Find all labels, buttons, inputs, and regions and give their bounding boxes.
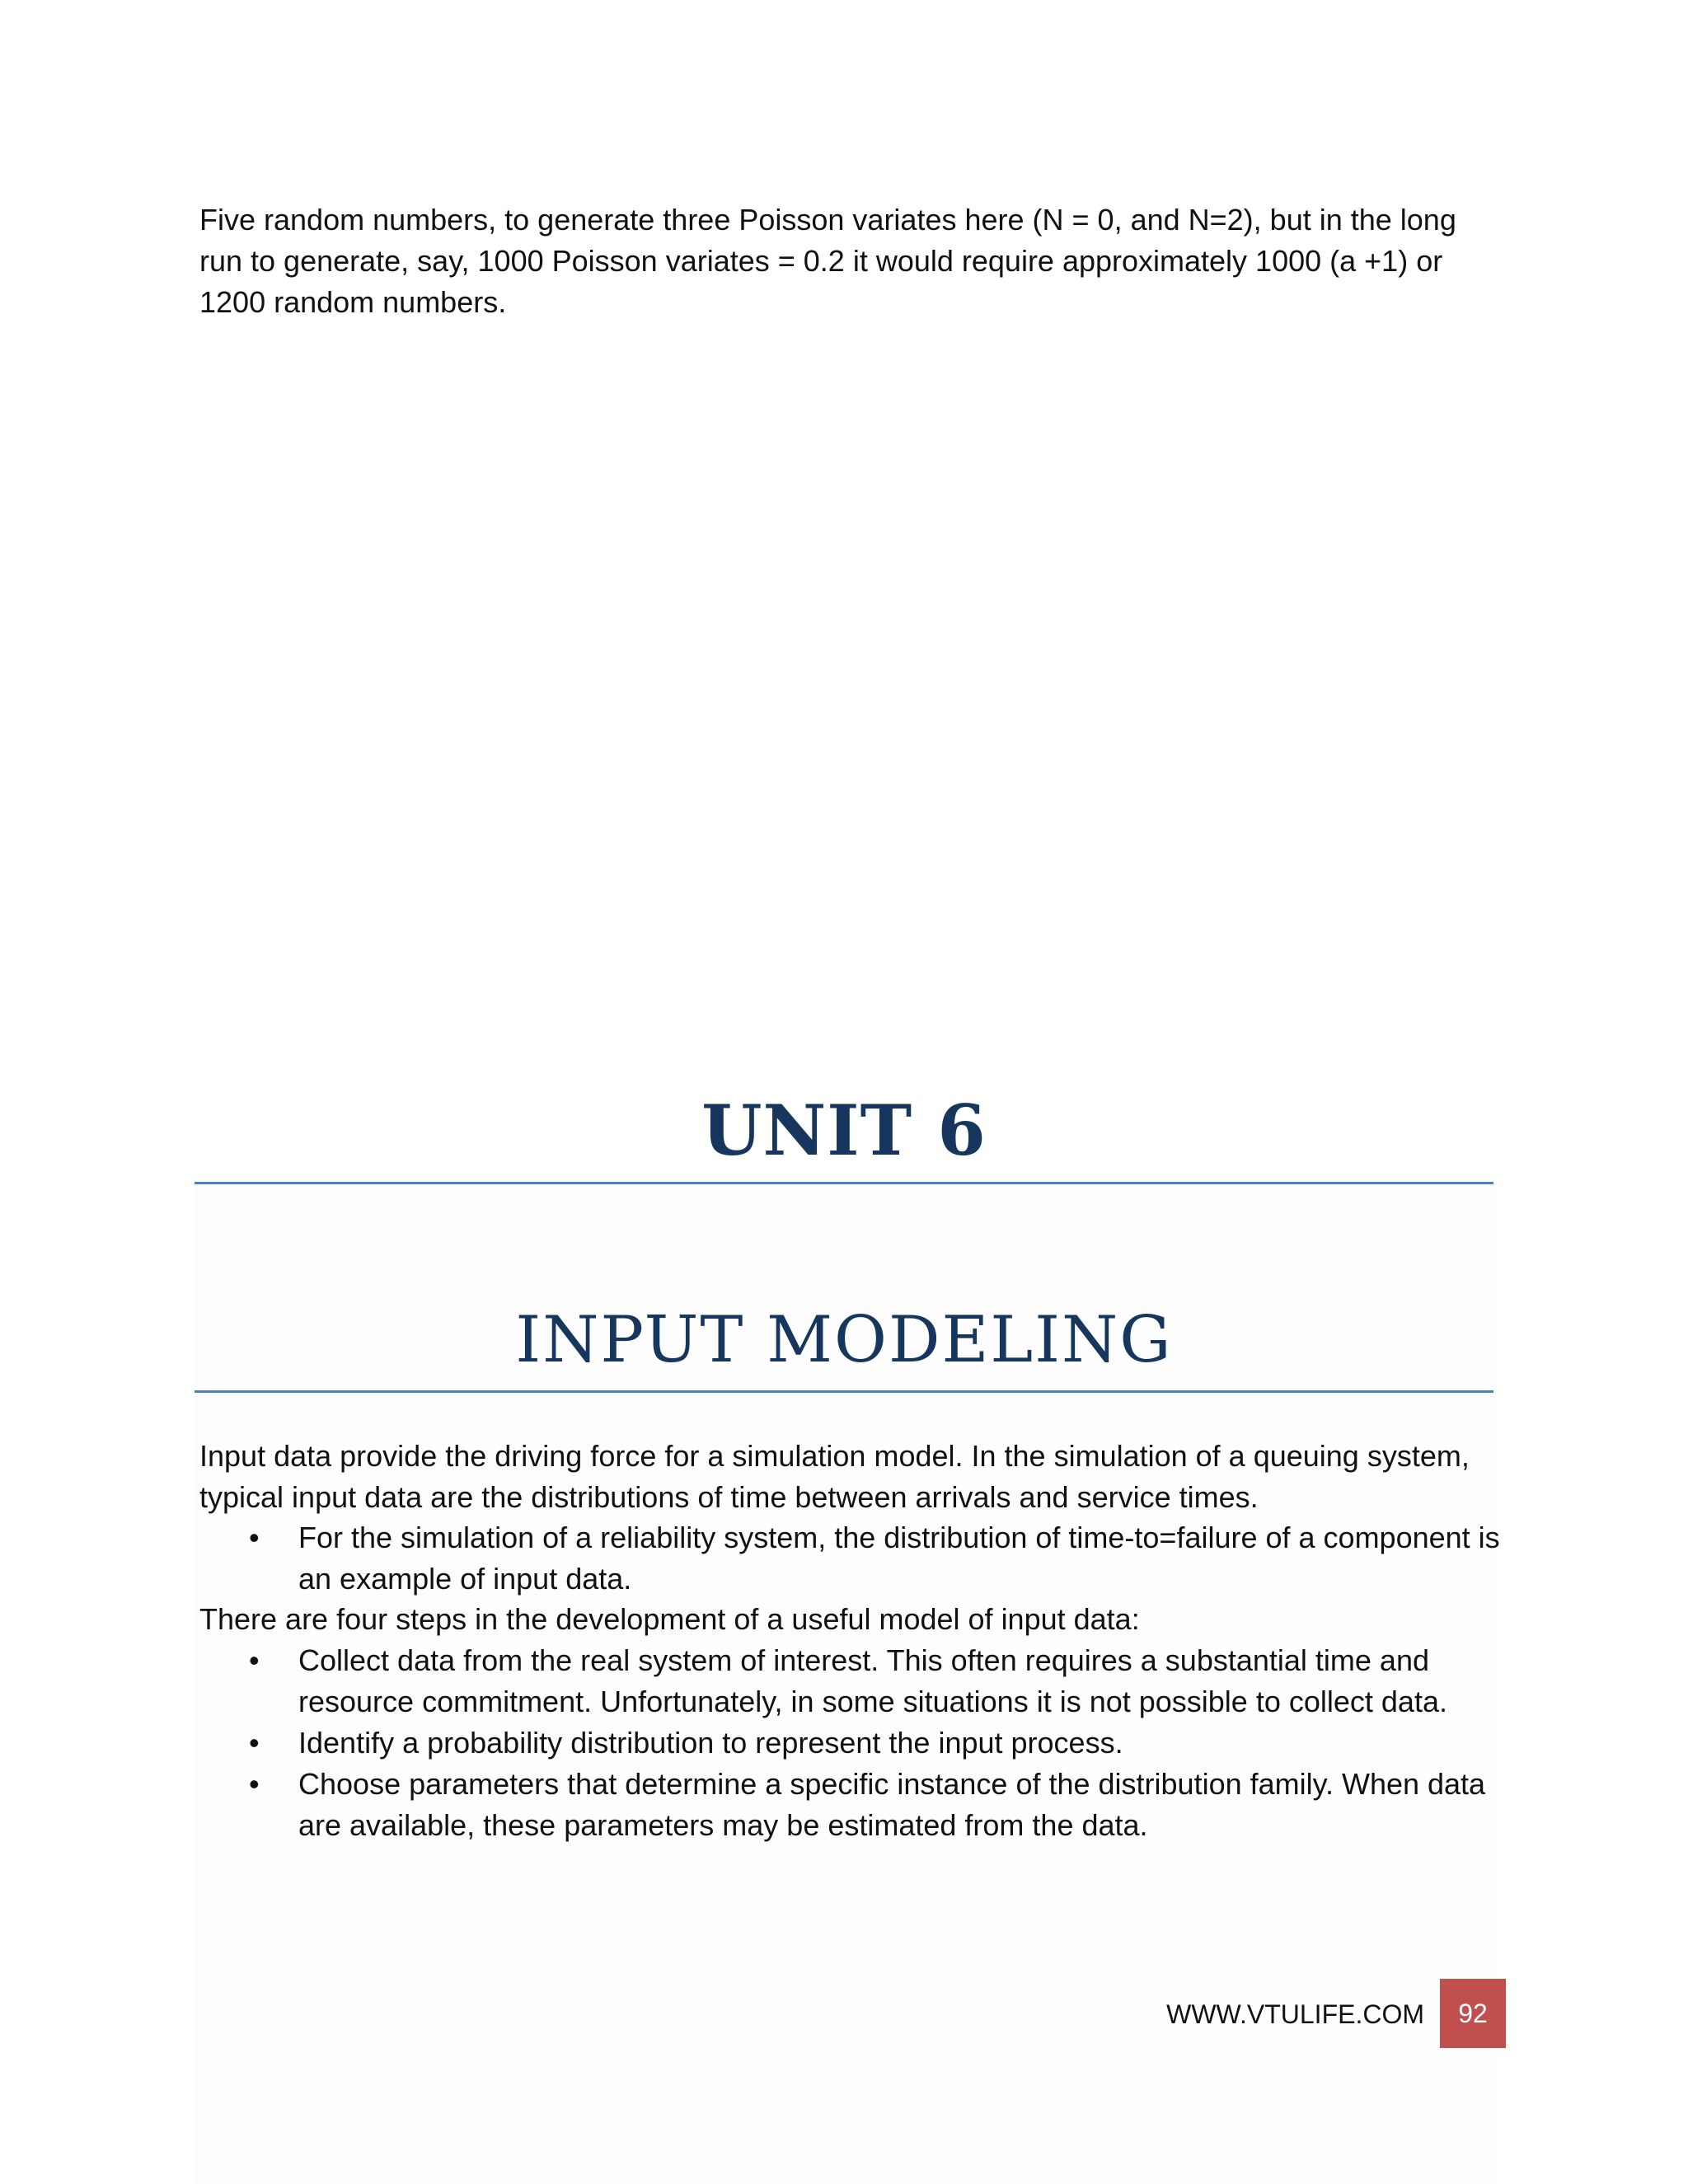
list-item-text: For the simulation of a reliability system, the distribution of time-to=failure of a component is an example of input data. — [298, 1521, 1500, 1596]
bullet-list-1 — [199, 1517, 1502, 1600]
bullet-icon: • — [249, 1643, 260, 1677]
list-item-text: Choose parameters that determine a specific instance of the distribution family. When data are available, these parameters may be estimated from the data. — [298, 1767, 1486, 1842]
section-paragraph-2: There are four steps in the development of a useful model of input data: — [199, 1602, 1140, 1636]
footer-website: WWW.VTULIFE.COM — [1166, 1999, 1424, 2029]
section-paragraph-1: Input data provide the driving force for a simulation model. In the simulation of a queuing system, typical input data are the distributions of time between arrivals and service times. — [199, 1439, 1470, 1514]
page-number-badge: 92 — [1440, 1979, 1506, 2048]
intro-paragraph: Five random numbers, to generate three Poisson variates here (N = 0, and N=2), but in the long run to generate, say, 1000 Poisson variates = 0.2 it would require approximately 1000 (a +1) or 1200 random numbers. — [199, 203, 1456, 319]
section-title: INPUT MODELING — [515, 1303, 1173, 1377]
bullet-icon: • — [249, 1726, 260, 1760]
list-item — [199, 1764, 1502, 1846]
list-item-text: Collect data from the real system of interest. This often requires a substantial time and resource commitment. Unfortunately, in some situations it is not possible to collect data. — [298, 1643, 1447, 1718]
list-item — [199, 1640, 1502, 1722]
bullet-icon: • — [249, 1767, 260, 1801]
bullet-icon: • — [249, 1521, 260, 1554]
section-title-rule — [195, 1390, 1493, 1393]
list-item — [199, 1517, 1502, 1600]
bullet-list-2 — [199, 1640, 1502, 1846]
list-item-text: Identify a probability distribution to represent the input process. — [298, 1726, 1123, 1760]
list-item — [199, 1722, 1502, 1764]
unit-title: UNIT 6 — [701, 1090, 987, 1171]
unit-title-rule — [195, 1182, 1493, 1184]
